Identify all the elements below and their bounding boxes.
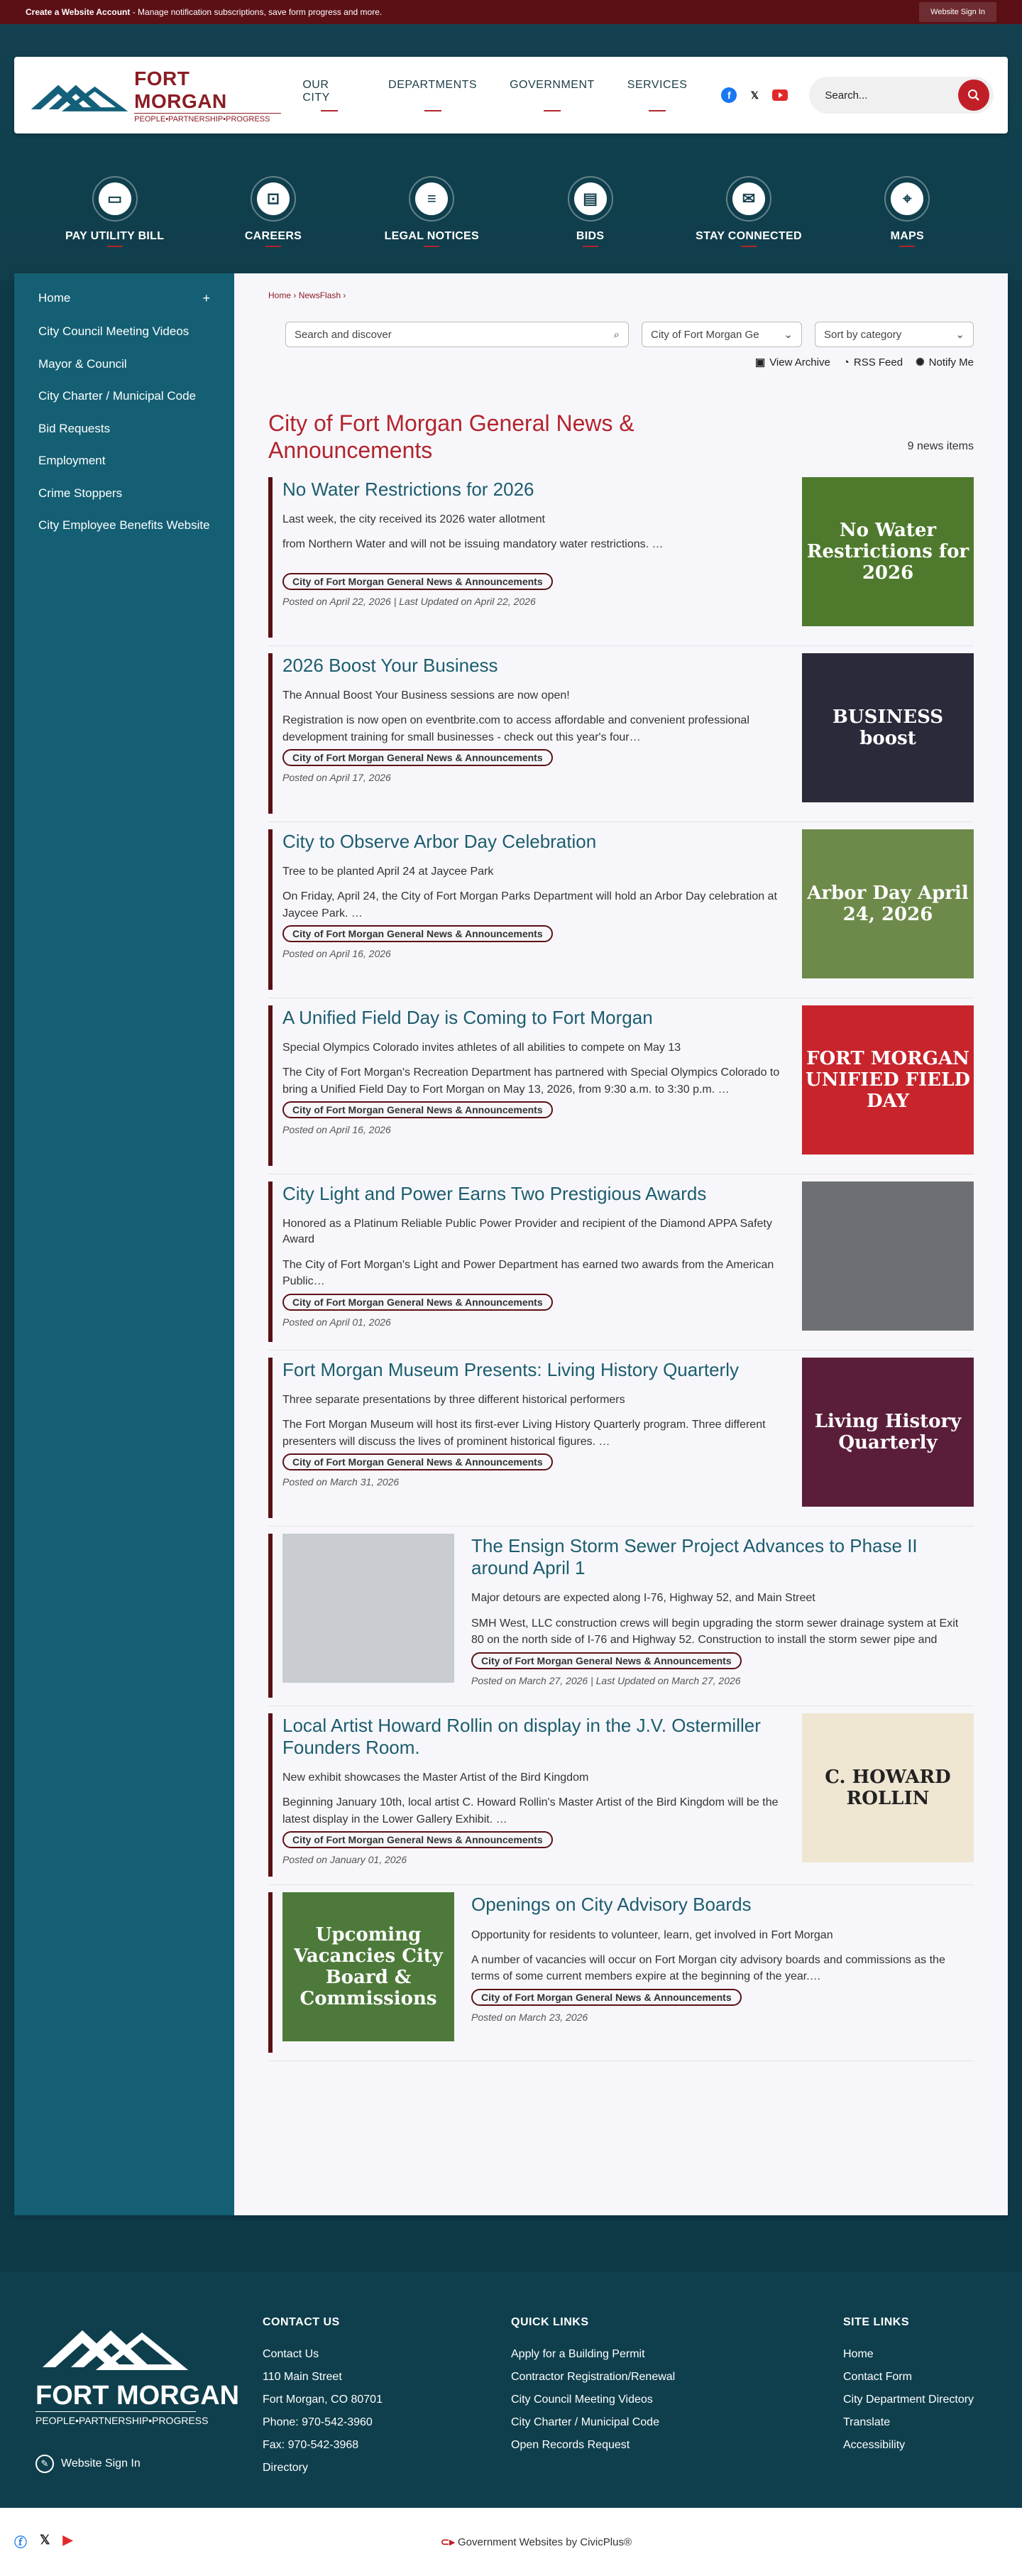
news-item	[268, 1181, 974, 1342]
social-links	[721, 87, 788, 103]
x-icon[interactable]: 𝕏	[750, 89, 759, 101]
news-title[interactable]: Local Artist Howard Rollin on display in the J.V. Ostermiller Founders Room.	[282, 1714, 761, 1758]
footer-quick-link[interactable]: City Council Meeting Videos	[511, 2394, 653, 2406]
bid-icon: ▤	[574, 182, 607, 215]
news-date: Posted on March 27, 2026 | Last Updated on March 27, 2026	[471, 1674, 741, 1686]
news-subtitle: Special Olympics Colorado invites athletes of all abilities to compete on May 13	[282, 1041, 681, 1054]
logo-tagline: PEOPLE•PARTNERSHIP•PROGRESS	[134, 113, 281, 124]
create-account-link[interactable]: Create a Website Account	[26, 7, 131, 17]
category-tag[interactable]: City of Fort Morgan General News & Announcements	[282, 749, 553, 766]
youtube-icon[interactable]: ▶	[62, 2533, 73, 2547]
logo-name: FORT MORGAN	[134, 67, 227, 112]
news-date: Posted on April 16, 2026	[282, 948, 391, 960]
news-description: The City of Fort Morgan's Recreation Department has partnered with Special Olympics Colorado to bring a Unified Field Day to Fort Morgan on May 13, 2026, from 9:30 a.m. to 3:30 p.m. …	[282, 1066, 780, 1096]
news-description: Registration is now open on eventbrite.com to access affordable and convenient professional development training for small businesses - check out this year's four…	[282, 714, 749, 743]
thumbnail-caption: Living History Quarterly	[814, 1410, 962, 1453]
news-date: Posted on April 22, 2026 | Last Updated on April 22, 2026	[282, 596, 536, 608]
news-description: Beginning January 10th, local artist C. Howard Rollin's Master Artist of the Bird Kingdom will be the latest display in the Lower Gallery Exhibit. …	[282, 1796, 779, 1825]
news-item	[268, 1534, 974, 1698]
category-select[interactable]: City of Fort Morgan Ge ⌄	[642, 322, 802, 347]
footer-quick-link[interactable]: City Charter / Municipal Code	[511, 2416, 659, 2428]
news-description: On Friday, April 24, the City of Fort Morgan Parks Department will hold an Arbor Day celebration at Jaycee Park. …	[282, 890, 777, 919]
quick-link-bids[interactable]: ▤ BIDS	[527, 176, 654, 247]
news-date: Posted on April 17, 2026	[282, 772, 391, 784]
site-logo[interactable]	[28, 67, 281, 124]
expand-icon[interactable]: +	[202, 291, 210, 305]
sidebar-item-council-videos[interactable]: City Council Meeting Videos	[38, 324, 189, 338]
header	[14, 57, 1008, 133]
footer-social	[14, 2533, 72, 2551]
news-thumbnail[interactable]	[282, 1534, 454, 1683]
quick-link-careers[interactable]: ⊡ CAREERS	[209, 176, 337, 247]
mountain-logo-icon	[35, 2316, 192, 2373]
x-icon[interactable]: 𝕏	[40, 2533, 50, 2547]
rss-icon: ◔	[842, 356, 850, 369]
main-area	[14, 273, 1008, 2215]
news-subtitle: Honored as a Platinum Reliable Public Power Provider and recipient of the Diamond APPA Safety Award	[282, 1217, 772, 1246]
footer-logo-block	[35, 2316, 263, 2479]
rss-feed-link[interactable]: ◔ RSS Feed	[842, 356, 903, 369]
category-tag[interactable]: City of Fort Morgan General News & Announcements	[282, 925, 553, 942]
sidebar-item-home[interactable]: Home +	[14, 282, 234, 315]
news-date: Posted on March 23, 2026	[471, 2011, 588, 2023]
news-description: SMH West, LLC construction crews will begin upgrading the storm sewer drainage system at Exit 80 on the north side of I-76 and Highway 52. Construction to install the storm sewer pipe and	[471, 1617, 959, 1646]
hero	[0, 24, 1022, 280]
footer-site-link[interactable]: City Department Directory	[843, 2394, 974, 2406]
create-account-description: - Manage notification subscriptions, save form progress and more.	[130, 7, 383, 17]
filter-bar	[285, 322, 974, 347]
news-date: Posted on April 01, 2026	[282, 1316, 391, 1328]
news-thumbnail[interactable]	[802, 1358, 974, 1507]
facebook-icon[interactable]: f	[721, 87, 737, 103]
footer-site-link[interactable]: Translate	[843, 2416, 891, 2428]
nav-our-city[interactable]: OUR CITY	[302, 79, 356, 111]
news-description: A number of vacancies will occur on Fort Morgan city advisory boards and commissions as the terms of some current members expire at the beginning of the year.…	[471, 1953, 945, 1983]
nav-services[interactable]: SERVICES	[627, 79, 688, 111]
news-subtitle: Major detours are expected along I-76, Highway 52, and Main Street	[471, 1592, 815, 1605]
news-item	[268, 653, 974, 814]
search-icon	[967, 89, 980, 102]
breadcrumb-newsflash[interactable]: NewsFlash	[298, 290, 341, 300]
news-item	[268, 477, 974, 638]
sidebar-nav	[14, 273, 234, 2215]
news-item	[268, 829, 974, 990]
news-thumbnail[interactable]	[802, 829, 974, 978]
news-search-input[interactable]: Search and discover ⌕	[285, 322, 629, 347]
category-tag[interactable]: City of Fort Morgan General News & Announcements	[471, 1989, 742, 2006]
nav-departments[interactable]: DEPARTMENTS	[388, 79, 477, 111]
news-subtitle: New exhibit showcases the Master Artist of the Bird Kingdom	[282, 1771, 589, 1784]
news-date: Posted on March 31, 2026	[282, 1476, 400, 1488]
create-account-text[interactable]	[26, 7, 382, 17]
civicplus-link[interactable]: CivicPlus®	[580, 2536, 632, 2548]
document-icon: ≡	[415, 182, 448, 215]
quick-links-bar	[14, 176, 1008, 247]
thumbnail-caption: C. HOWARD ROLLIN	[825, 1766, 951, 1809]
footer-logo-name: FORT MORGAN	[35, 2381, 240, 2411]
sidebar-item-mayor-council[interactable]: Mayor & Council	[38, 356, 127, 371]
sidebar-item-city-charter[interactable]: City Charter / Municipal Code	[38, 389, 197, 403]
news-title[interactable]: No Water Restrictions for 2026	[282, 478, 534, 500]
category-tag[interactable]: City of Fort Morgan General News & Announcements	[282, 1294, 553, 1311]
news-thumbnail[interactable]	[802, 653, 974, 802]
site-search[interactable]	[809, 77, 994, 114]
footer-site-links: SITE LINKS Home Contact Form City Department Directory Translate Accessibility	[843, 2316, 974, 2479]
site-footer	[0, 2272, 1022, 2508]
footer-site-link[interactable]: Accessibility	[843, 2439, 906, 2451]
footer-signin-link[interactable]: ✎ Website Sign In	[35, 2455, 263, 2473]
sidebar-item-employment[interactable]: Employment	[38, 454, 106, 467]
footer-quick-link[interactable]: Apply for a Building Permit	[511, 2348, 645, 2360]
list-title: City of Fort Morgan General News & Announcements	[268, 410, 634, 464]
thumbnail-caption: Upcoming Vacancies City Board & Commissions	[294, 1924, 443, 2010]
news-subtitle: The Annual Boost Your Business sessions are now open!	[282, 689, 570, 702]
news-title[interactable]: 2026 Boost Your Business	[282, 654, 498, 676]
quick-link-stay-connected[interactable]: ✉ STAY CONNECTED	[685, 176, 813, 247]
map-icon: ⌖	[891, 182, 923, 215]
chat-icon: ✉	[732, 182, 765, 215]
footer-contact: CONTACT US Contact Us 110 Main Street Fort Morgan, CO 80701 Phone: 970-542-3960 Fax: 970-542-3968 Directory	[263, 2316, 511, 2479]
search-input[interactable]: Search...	[825, 89, 868, 102]
category-tag[interactable]: City of Fort Morgan General News & Announcements	[282, 1453, 553, 1470]
news-title[interactable]: City Light and Power Earns Two Prestigious Awards	[282, 1182, 707, 1204]
footer-quick-link[interactable]: Open Records Request	[511, 2439, 630, 2451]
news-date: Posted on April 16, 2026	[282, 1124, 391, 1136]
breadcrumb: Home › NewsFlash ›	[268, 290, 346, 300]
quick-link-legal-notices[interactable]: ≡ LEGAL NOTICES	[368, 176, 495, 247]
nav-government[interactable]: GOVERNMENT	[510, 79, 595, 111]
news-item	[268, 1358, 974, 1518]
news-description: from Northern Water and will not be issuing mandatory water restrictions. …	[282, 538, 664, 551]
news-title[interactable]: Fort Morgan Museum Presents: Living History Quarterly	[282, 1358, 739, 1380]
view-archive-link[interactable]: ▣ View Archive	[755, 356, 830, 369]
pencil-icon: ✎	[35, 2455, 54, 2473]
breadcrumb-home[interactable]: Home	[268, 290, 292, 300]
category-tag[interactable]: City of Fort Morgan General News & Announcements	[282, 573, 553, 590]
bell-icon: ✺	[916, 356, 925, 369]
news-title[interactable]: City to Observe Arbor Day Celebration	[282, 830, 597, 852]
news-count: 9 news items	[907, 440, 974, 452]
category-tag[interactable]: City of Fort Morgan General News & Announcements	[282, 1831, 553, 1848]
sort-select[interactable]: Sort by category ⌄	[815, 322, 974, 347]
main-nav	[302, 79, 687, 111]
news-title[interactable]: A Unified Field Day is Coming to Fort Morgan	[282, 1006, 653, 1028]
chevron-down-icon: ⌄	[955, 329, 965, 341]
quick-link-pay-utility-bill[interactable]: ▭ PAY UTILITY BILL	[51, 176, 179, 247]
news-description: The City of Fort Morgan's Light and Power Department has earned two awards from the American Public…	[282, 1258, 774, 1287]
news-title[interactable]: Openings on City Advisory Boards	[471, 1894, 752, 1916]
news-date: Posted on January 01, 2026	[282, 1854, 407, 1866]
bill-icon: ▭	[99, 182, 131, 215]
news-subtitle: Opportunity for residents to volunteer, learn, get involved in Fort Morgan	[471, 1928, 833, 1941]
civicplus-icon: ⊂▸	[440, 2536, 458, 2548]
youtube-icon[interactable]	[772, 87, 788, 103]
mountain-logo-icon	[28, 75, 130, 116]
search-button[interactable]	[958, 80, 989, 111]
news-thumbnail[interactable]	[802, 477, 974, 626]
footer-contact-link[interactable]: Contact Us	[263, 2348, 319, 2360]
news-item	[268, 1713, 974, 1877]
news-description: The Fort Morgan Museum will host its first-ever Living History Quarterly program. Three different presenters will discuss the lives of prominent historical figures. …	[282, 1419, 766, 1448]
news-item	[268, 1892, 974, 2053]
chevron-down-icon: ⌄	[784, 329, 793, 341]
news-thumbnail[interactable]	[802, 1181, 974, 1331]
facebook-icon[interactable]: ⓕ	[14, 2536, 27, 2550]
sidebar-item-employee-benefits[interactable]: City Employee Benefits Website	[38, 518, 210, 532]
list-header	[268, 410, 974, 464]
footer-quick-links: QUICK LINKS Apply for a Building Permit Contractor Registration/Renewal City Council Meeting Videos City Charter / Municipal Code Open Records Request	[511, 2316, 843, 2479]
website-signin-button[interactable]: Website Sign In	[919, 2, 996, 22]
footer-logo-tagline: PEOPLE•PARTNERSHIP•PROGRESS	[35, 2411, 196, 2426]
news-subtitle: Tree to be planted April 24 at Jaycee Park	[282, 865, 494, 878]
footer-site-link[interactable]: Home	[843, 2348, 874, 2360]
archive-icon: ▣	[755, 356, 766, 369]
news-content	[234, 273, 1008, 2215]
news-title[interactable]: The Ensign Storm Sewer Project Advances to Phase II around April 1	[471, 1534, 918, 1578]
notify-me-link[interactable]: ✺ Notify Me	[916, 356, 974, 369]
sidebar-item-crime-stoppers[interactable]: Crime Stoppers	[38, 486, 123, 500]
thumbnail-caption: Arbor Day April 24, 2026	[807, 882, 969, 925]
news-actions	[268, 356, 974, 369]
category-tag[interactable]: City of Fort Morgan General News & Announcements	[471, 1652, 742, 1669]
thumbnail-caption: BUSINESS boost	[832, 706, 944, 749]
category-tag[interactable]: City of Fort Morgan General News & Announcements	[282, 1101, 553, 1118]
news-item	[268, 1005, 974, 1166]
briefcase-icon: ⊡	[257, 182, 290, 215]
bottom-bar	[0, 2508, 1022, 2576]
quick-link-maps[interactable]: ⌖ MAPS	[843, 176, 971, 247]
news-thumbnail[interactable]	[802, 1005, 974, 1155]
footer-directory-link[interactable]: Directory	[263, 2462, 309, 2474]
civicplus-credit: ⊂▸ Government Websites by CivicPlus®	[440, 2536, 632, 2548]
sidebar-item-bid-requests[interactable]: Bid Requests	[38, 421, 111, 435]
news-subtitle: Last week, the city received its 2026 water allotment	[282, 513, 545, 525]
news-thumbnail[interactable]	[802, 1713, 974, 1862]
thumbnail-caption: No Water Restrictions for 2026	[806, 519, 969, 584]
thumbnail-caption: FORT MORGAN UNIFIED FIELD DAY	[806, 1047, 970, 1112]
news-list	[268, 477, 974, 2053]
news-subtitle: Three separate presentations by three different historical performers	[282, 1393, 625, 1406]
footer-site-link[interactable]: Contact Form	[843, 2371, 912, 2383]
search-icon: ⌕	[613, 328, 620, 341]
news-thumbnail[interactable]	[282, 1892, 454, 2041]
account-banner	[0, 0, 1022, 24]
footer-quick-link[interactable]: Contractor Registration/Renewal	[511, 2371, 676, 2383]
